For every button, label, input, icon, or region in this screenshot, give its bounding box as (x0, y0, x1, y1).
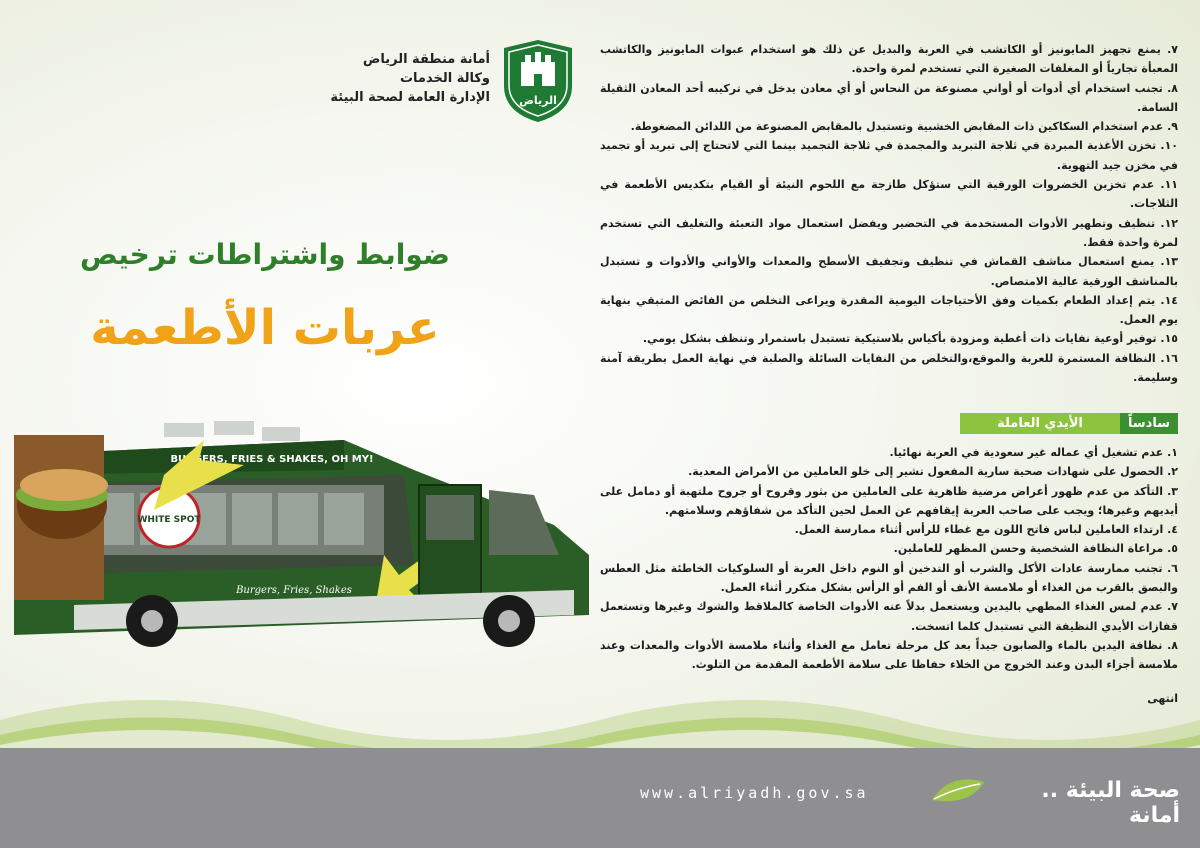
org-line-2: وكالة الخدمات (399, 71, 490, 86)
rule-item: ١٤. يتم إعداد الطعام بكميات وفق الأحتياجات اليومية المقدرة ويراعى التخلص من الفائض المتبقي بنهاية يوم العمل. (600, 293, 1178, 327)
workforce-item: ٨. نظافة اليدين بالماء والصابون جيداً بعد كل مرحلة تعامل مع الغذاء وأثناء ملامسة الأدوات والمعدات وعند ملامسة أجزاء البدن وعند الخروج من الخلاء حفاظا على سلامة الأطعمة المقدمة من التلوث. (600, 638, 1178, 672)
website-url[interactable]: www.alriyadh.gov.sa (640, 784, 869, 802)
section-heading (960, 413, 1178, 434)
org-line-1: أمانة منطقة الرياض (362, 52, 490, 67)
workforce-item: ٧. عدم لمس الغذاء المطهي باليدين ويستعمل بدلاً عنه الأدوات الخاصة كالملاقط والشوك وغيرها وتستعمل قفازات الأيدي النظيفة التي تستبدل كلما اتسخت. (600, 600, 1178, 633)
workforce-item: ٢. الحصول على شهادات صحية سارية المفعول تشير إلى خلو العاملين من الأمراض المعدية. (688, 465, 1178, 479)
rule-item: ١٢. تنظيف وتطهير الأدوات المستخدمة في التحضير ويفضل استعمال مواد التعبئة والتغليف التي تستخدم لمرة واحدة فقط. (600, 216, 1178, 249)
end-label: انتهى (1147, 692, 1178, 705)
rule-item: ١٠. تخزن الأغذية المبردة في ثلاجة التبريد والمجمدة في ثلاجة التجميد بينما التي لاتحتاج إلى تبريد أو تجميد في مخزن جيد التهوية. (600, 139, 1178, 172)
footer-slogan: صحة البيئة .. أمانة (1041, 778, 1180, 828)
rule-item: ١١. عدم تخزين الخضروات الورقية التي ستؤكل طازجة مع اللحوم النيئة أو القيام بتكديس الأطعمة في الثلاجات. (600, 178, 1178, 211)
leaf-icon (930, 776, 986, 806)
truck-brand-text: WHITE SPOT (137, 515, 201, 525)
organization-block (300, 50, 490, 107)
workforce-item: ٣. التأكد من عدم ظهور أعراض مرضية ظاهرية على العاملين من بثور وقروح أو جروح ملتهبة أو دمامل على أيديهم وغيرها؛ ويجب على صاحب العربة إيقافهم عن العمل لحين التأكد من شفاؤهم وسلامتهم. (600, 484, 1178, 517)
rules-list (600, 40, 1178, 387)
section-title: الأيدي العاملة (960, 413, 1120, 434)
rule-item: ٩. عدم استخدام السكاكين ذات المقابض الخشبية وتستبدل بالمقابض المصنوعة من اللدائن المضغوطة. (630, 120, 1178, 134)
workforce-item: ٦. تجنب ممارسة عادات الأكل والشرب أو التدخين أو النوم داخل العربة أو السلوكيات الخاطئة مثل العطس والبصق بالقرب من الغذاء أو ملامسة الأنف أو الفم أو الرأس بشكل متكرر أثناء العمل. (600, 561, 1178, 595)
riyadh-emblem-icon (497, 38, 579, 124)
section-number: سادساً (1120, 413, 1178, 434)
workforce-item: ٤. ارتداء العاملين لباس فاتح اللون مع غطاء للرأس أثناء ممارسة العمل. (794, 523, 1178, 537)
org-line-3: الإدارة العامة لصحة البيئة (330, 90, 490, 105)
rule-item: ٨. تجنب استخدام أي أدوات أو أواني مصنوعة من النحاس أو أي معادن يدخل في تركيبه أحد المعادن الثقيلة السامة. (600, 81, 1178, 114)
emblem-text: الرياض (519, 94, 557, 107)
truck-side-text: Burgers, Fries, Shakes (236, 585, 352, 596)
food-truck-image (14, 415, 594, 660)
rule-item: ١٥. توفير أوعية نفايات ذات أغطية ومزودة بأكياس بلاستيكية تستبدل باستمرار وتنظف بشكل يومي. (642, 332, 1178, 346)
rule-item: ١٦. النظافة المستمرة للعربة والموقع،والتخلص من النفايات السائلة والصلبة في نهاية العمل بطريقة آمنة وسليمة. (600, 351, 1178, 385)
workforce-item: ١. عدم تشغيل أي عماله غير سعودية في العربة نهائيا. (889, 446, 1178, 459)
title-line-2: عربات الأطعمة (90, 300, 440, 356)
truck-sign-text: BURGERS, FRIES & SHAKES, OH MY! (170, 454, 374, 465)
workforce-list (600, 443, 1178, 675)
rule-item: ١٣. يمنع استعمال مناشف القماش في تنظيف وتجفيف الأسطح والمعدات والأواني والأدوات و تستبدل بالمناشف الورقية عالية الامتصاص. (600, 255, 1178, 288)
title-line-1: ضوابط واشتراطات ترخيص (80, 238, 450, 271)
rule-item: ٧. يمنع تجهيز المايونيز أو الكاتشب في العربة والبديل عن ذلك هو استخدام عبوات المايونيز والكاتشب المعبأة تجارياً أو المغلفات الصغيرة التي تستخدم لمرة واحدة. (600, 43, 1178, 76)
workforce-item: ٥. مراعاة النظافة الشخصية وحسن المظهر للعاملين. (893, 542, 1178, 556)
